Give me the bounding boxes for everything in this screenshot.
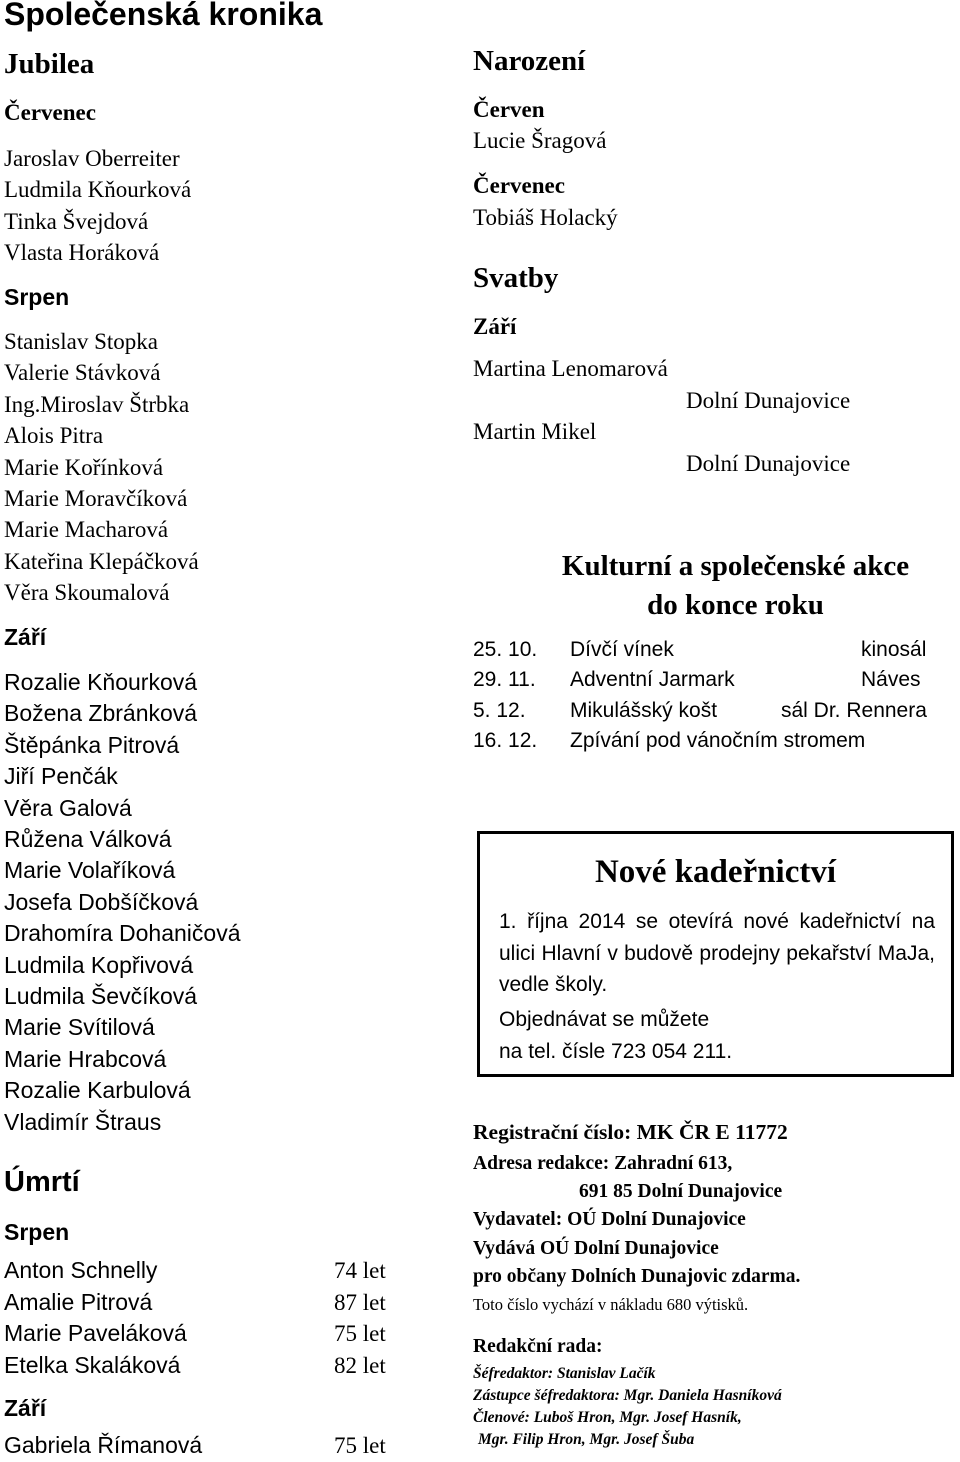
svatby-month: Září — [473, 314, 517, 339]
list-item: Vlasta Horáková — [4, 240, 160, 266]
editorial-board-heading: Redakční rada: — [473, 1336, 603, 1357]
list-item: Ludmila Kopřivová — [4, 951, 194, 978]
narozeni-name: Lucie Šragová — [473, 128, 607, 153]
list-item: Drahomíra Dohaničová — [4, 920, 241, 947]
list-item: Etelka Skaláková 82 let — [4, 1351, 386, 1378]
list-item: Věra Galová — [4, 794, 132, 821]
list-item: Vladimír Štraus — [4, 1108, 162, 1135]
umrti-month-srpen: Srpen — [4, 1219, 70, 1245]
svatby-groom-name: Martin Mikel — [473, 419, 597, 444]
list-item: Alois Pitra — [4, 423, 104, 449]
list-item: Jaroslav Oberreiter — [4, 146, 180, 171]
svatby-heading: Svatby — [473, 262, 559, 294]
list-item: Marie Macharová — [4, 517, 169, 543]
list-item: Marie Svítilová — [4, 1014, 155, 1041]
list-item: Josefa Dobšíčková — [4, 888, 199, 915]
narozeni-name: Tobiáš Holacký — [473, 205, 618, 230]
list-item: Marie Hrabcová — [4, 1045, 167, 1072]
list-item: Tinka Švejdová — [4, 208, 149, 234]
registration-number: Registrační číslo: MK ČR E 11772 — [473, 1120, 788, 1144]
issued-by-line: Vydává OÚ Dolní Dunajovice — [473, 1238, 719, 1259]
circulation-line: Toto číslo vychází v nákladu 680 výtisků. — [473, 1295, 749, 1314]
members-line: Členové: Luboš Hron, Mgr. Josef Hasník, — [473, 1409, 742, 1426]
salon-announcement-box — [477, 831, 954, 1077]
salon-body: 1. října 2014 se otevírá nové kadeřnictví na ulici Hlavní v budově prodejny pekařství MaJa, vedle školy. — [499, 910, 935, 996]
svatby-bride-place: Dolní Dunajovice — [686, 388, 851, 413]
list-item: Štěpánka Pitrová — [4, 731, 180, 758]
jubilea-month-cervenec: Červenec — [4, 100, 96, 125]
audience-line: pro občany Dolních Dunajovic zdarma. — [473, 1266, 801, 1287]
salon-title: Nové kadeřnictví — [594, 854, 837, 890]
list-item: Stanislav Stopka — [4, 329, 158, 354]
salon-order: Objednávat se můžete na tel. čísle 723 054 211. — [499, 1008, 733, 1063]
list-item: Rozalie Kňourková — [4, 669, 198, 695]
address-line: Adresa redakce: Zahradní 613, — [473, 1153, 733, 1174]
jubilea-list-cervenec — [4, 143, 191, 269]
list-item: Ing.Miroslav Štrbka — [4, 391, 190, 417]
svatby-bride-name: Martina Lenomarová — [473, 356, 668, 381]
deputy-editor: Zástupce šéfredaktora: Mgr. Daniela Hasníková — [473, 1387, 782, 1404]
members-line: Mgr. Filip Hron, Mgr. Josef Šuba — [478, 1431, 695, 1448]
list-item: Marie Volaříková — [4, 857, 176, 884]
akce-heading: Kulturní a společenské akce do konce roku — [561, 550, 910, 621]
list-item: Gabriela Římanová 75 let — [4, 1432, 386, 1458]
list-item: Marie Paveláková 75 let — [4, 1320, 386, 1347]
list-item: Kateřina Klepáčková — [4, 548, 199, 574]
svatby-groom-place: Dolní Dunajovice — [686, 451, 851, 476]
editor-in-chief: Šéfredaktor: Stanislav Lačík — [473, 1365, 656, 1382]
narozeni-month-cervenec: Červenec — [473, 173, 565, 198]
jubilea-list-zari — [4, 667, 241, 1138]
jubilea-month-zari: Září — [4, 624, 47, 650]
list-item: Marie Kořínková — [4, 454, 164, 480]
umrti-list-srpen — [4, 1255, 404, 1381]
jubilea-heading: Jubilea — [4, 48, 95, 80]
list-item: Ludmila Ševčíková — [4, 983, 198, 1010]
list-item: Anton Schnelly 74 let — [4, 1257, 386, 1283]
narozeni-month-cerven: Červen — [473, 97, 545, 122]
address-line: 691 85 Dolní Dunajovice — [579, 1181, 783, 1202]
list-item: Věra Skoumalová — [4, 580, 170, 606]
jubilea-month-srpen: Srpen — [4, 284, 70, 310]
list-item: Jiří Penčák — [4, 763, 118, 790]
list-item: Rozalie Karbulová — [4, 1077, 191, 1104]
umrti-month-zari: Září — [4, 1395, 47, 1421]
narozeni-heading: Narození — [473, 45, 586, 77]
list-item: Marie Moravčíková — [4, 486, 188, 512]
publisher-line: Vydavatel: OÚ Dolní Dunajovice — [473, 1209, 746, 1230]
page-title: Společenská kronika — [4, 0, 323, 32]
list-item: Božena Zbránková — [4, 700, 198, 727]
list-item: Růžena Válková — [4, 826, 172, 853]
list-item: Valerie Stávková — [4, 360, 161, 386]
umrti-heading: Úmrtí — [4, 1166, 80, 1198]
umrti-list-zari — [4, 1430, 404, 1462]
list-item: Ludmila Kňourková — [4, 177, 192, 203]
list-item: Amalie Pitrová 87 let — [4, 1288, 386, 1315]
jubilea-list-srpen — [4, 326, 199, 609]
